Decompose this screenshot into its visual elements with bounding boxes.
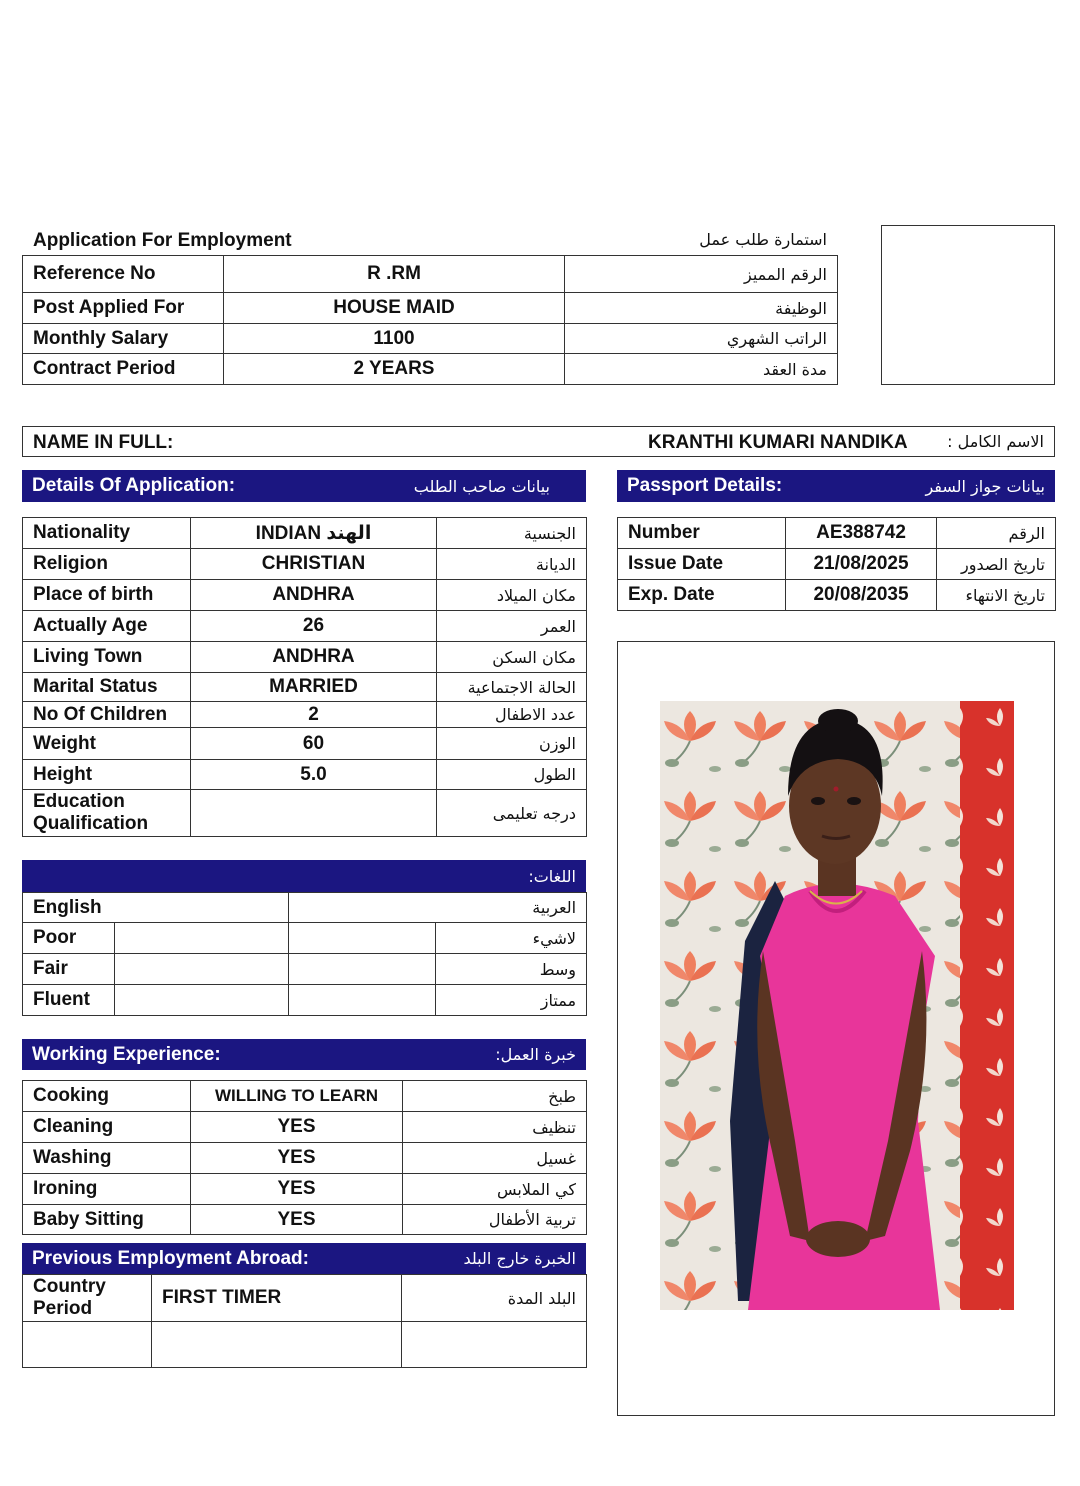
table-row <box>23 642 587 673</box>
height-label-ar: الطول <box>437 760 587 790</box>
previous-empty-cell <box>152 1322 402 1368</box>
birthplace-value: ANDHRA <box>191 580 437 611</box>
passport-number-label: Number <box>618 518 786 549</box>
height-label: Height <box>23 760 191 790</box>
language-arabic-header: العربية <box>289 893 587 923</box>
baby-sitting-label: Baby Sitting <box>23 1205 191 1235</box>
previous-label-ar: البلد المدة <box>402 1275 587 1322</box>
age-label: Actually Age <box>23 611 191 642</box>
washing-label-ar: غسيل <box>403 1143 587 1174</box>
post-label-ar: الوظيفة <box>565 293 838 324</box>
table-row <box>23 1081 587 1112</box>
education-label <box>23 790 191 837</box>
form-title-arabic: استمارة طلب عمل <box>699 230 827 249</box>
table-row <box>23 760 587 790</box>
table-row <box>23 518 587 549</box>
baby-sitting-value: YES <box>191 1205 403 1235</box>
education-value <box>191 790 437 837</box>
exp-date-label-ar: تاريخ الانتهاء <box>937 580 1056 611</box>
table-row <box>618 518 1056 549</box>
weight-label: Weight <box>23 728 191 760</box>
salary-label: Monthly Salary <box>23 324 224 354</box>
details-section-header <box>22 470 586 502</box>
table-row <box>23 954 587 985</box>
language-level-label: Fair <box>23 954 115 985</box>
table-row <box>23 256 838 293</box>
table-row <box>23 985 587 1016</box>
languages-section-header <box>22 860 586 892</box>
country-label: Country <box>33 1276 106 1297</box>
passport-section-header <box>617 470 1055 502</box>
exp-date-value: 20/08/2035 <box>786 580 937 611</box>
form-title: Application For Employment <box>33 230 292 251</box>
washing-label: Washing <box>23 1143 191 1174</box>
table-row <box>23 1322 587 1368</box>
table-row <box>23 790 587 837</box>
previous-employment-header <box>22 1243 586 1274</box>
weight-value: 60 <box>191 728 437 760</box>
nationality-label: Nationality <box>23 518 191 549</box>
reference-label-ar: الرقم المميز <box>565 256 838 293</box>
table-row <box>23 1174 587 1205</box>
table-row <box>618 580 1056 611</box>
age-label-ar: العمر <box>437 611 587 642</box>
reference-table <box>22 255 838 385</box>
birthplace-label: Place of birth <box>23 580 191 611</box>
birthplace-label-ar: مكان الميلاد <box>437 580 587 611</box>
contract-label-ar: مدة العقد <box>565 354 838 385</box>
cleaning-label: Cleaning <box>23 1112 191 1143</box>
contract-label: Contract Period <box>23 354 224 385</box>
photo-placeholder-box <box>881 225 1055 385</box>
cooking-value: WILLING TO LEARN <box>191 1081 403 1112</box>
age-value: 26 <box>191 611 437 642</box>
language-cell <box>115 954 289 985</box>
language-cell <box>115 923 289 954</box>
previous-employment-table <box>22 1274 587 1368</box>
living-town-label: Living Town <box>23 642 191 673</box>
table-row <box>23 354 838 385</box>
baby-sitting-label-ar: تربية الأطفال <box>403 1205 587 1235</box>
education-label-ar: درجه تعليمى <box>437 790 587 837</box>
language-cell <box>289 923 436 954</box>
children-label: No Of Children <box>23 702 191 728</box>
passport-title: Passport Details: <box>627 475 783 496</box>
details-title-ar: بيانات صاحب الطلب <box>413 476 550 496</box>
language-level-label: Fluent <box>23 985 115 1016</box>
table-row <box>23 728 587 760</box>
table-row <box>23 549 587 580</box>
height-value: 5.0 <box>191 760 437 790</box>
living-town-value: ANDHRA <box>191 642 437 673</box>
experience-table <box>22 1080 587 1235</box>
reference-value: R .RM <box>224 256 565 293</box>
table-row <box>23 293 838 324</box>
salary-label-ar: الراتب الشهري <box>565 324 838 354</box>
previous-title-ar: الخبرة خارج البلد <box>463 1249 576 1268</box>
nationality-label-ar: الجنسية <box>437 518 587 549</box>
marital-status-label: Marital Status <box>23 673 191 702</box>
table-row <box>23 1205 587 1235</box>
experience-title: Working Experience: <box>32 1043 221 1065</box>
previous-empty-cell <box>402 1322 587 1368</box>
cooking-label: Cooking <box>23 1081 191 1112</box>
language-level-label-ar: ممتاز <box>436 985 587 1016</box>
nationality-value: INDIAN الهند <box>191 518 437 549</box>
table-row <box>23 893 587 923</box>
previous-value: FIRST TIMER <box>152 1275 402 1322</box>
experience-title-ar: خبرة العمل: <box>495 1045 576 1064</box>
weight-label-ar: الوزن <box>437 728 587 760</box>
cleaning-value: YES <box>191 1112 403 1143</box>
cleaning-label-ar: تنظيف <box>403 1112 587 1143</box>
religion-value: CHRISTIAN <box>191 549 437 580</box>
language-level-label: Poor <box>23 923 115 954</box>
previous-title: Previous Employment Abroad: <box>32 1247 309 1269</box>
post-label: Post Applied For <box>23 293 224 324</box>
language-level-label-ar: لاشيء <box>436 923 587 954</box>
full-name-box <box>22 426 1055 457</box>
language-cell <box>289 985 436 1016</box>
full-name-value: KRANTHI KUMARI NANDIKA <box>648 432 908 453</box>
table-row <box>23 324 838 354</box>
issue-date-label: Issue Date <box>618 549 786 580</box>
passport-number-label-ar: الرقم <box>937 518 1056 549</box>
full-name-label-ar: الاسم الكامل : <box>947 432 1044 451</box>
passport-table <box>617 517 1056 611</box>
details-title: Details Of Application: <box>32 475 236 496</box>
applicant-photo <box>660 701 1014 1310</box>
details-table <box>22 517 587 837</box>
language-cell <box>115 985 289 1016</box>
table-row <box>23 580 587 611</box>
period-label: Period <box>33 1298 93 1319</box>
washing-value: YES <box>191 1143 403 1174</box>
contract-value: 2 YEARS <box>224 354 565 385</box>
children-value: 2 <box>191 702 437 728</box>
country-period-label <box>23 1275 152 1322</box>
exp-date-label: Exp. Date <box>618 580 786 611</box>
language-level-label-ar: وسط <box>436 954 587 985</box>
issue-date-value: 21/08/2025 <box>786 549 937 580</box>
previous-empty-cell <box>23 1322 152 1368</box>
experience-section-header <box>22 1039 586 1070</box>
table-row <box>23 702 587 728</box>
table-row <box>23 611 587 642</box>
issue-date-label-ar: تاريخ الصدور <box>937 549 1056 580</box>
table-row <box>23 1275 587 1322</box>
ironing-value: YES <box>191 1174 403 1205</box>
table-row <box>23 673 587 702</box>
education-label-line2: Qualification <box>33 813 149 834</box>
table-row <box>23 1112 587 1143</box>
living-town-label-ar: مكان السكن <box>437 642 587 673</box>
reference-label: Reference No <box>23 256 224 293</box>
religion-label: Religion <box>23 549 191 580</box>
marital-status-label-ar: الحالة الاجتماعية <box>437 673 587 702</box>
children-label-ar: عدد الاطفال <box>437 702 587 728</box>
languages-title-ar: اللغات: <box>528 866 576 886</box>
table-row <box>23 923 587 954</box>
table-row <box>23 1143 587 1174</box>
languages-table <box>22 892 587 1016</box>
ironing-label: Ironing <box>23 1174 191 1205</box>
passport-title-ar: بيانات جواز السفر <box>925 476 1045 496</box>
full-name-label: NAME IN FULL: <box>33 432 174 453</box>
passport-number-value: AE388742 <box>786 518 937 549</box>
religion-label-ar: الديانة <box>437 549 587 580</box>
education-label-line1: Education <box>33 791 125 812</box>
ironing-label-ar: كي الملابس <box>403 1174 587 1205</box>
post-value: HOUSE MAID <box>224 293 565 324</box>
marital-status-value: MARRIED <box>191 673 437 702</box>
table-row <box>618 549 1056 580</box>
language-cell <box>289 954 436 985</box>
salary-value: 1100 <box>224 324 565 354</box>
cooking-label-ar: طبخ <box>403 1081 587 1112</box>
language-english-header: English <box>23 893 289 923</box>
